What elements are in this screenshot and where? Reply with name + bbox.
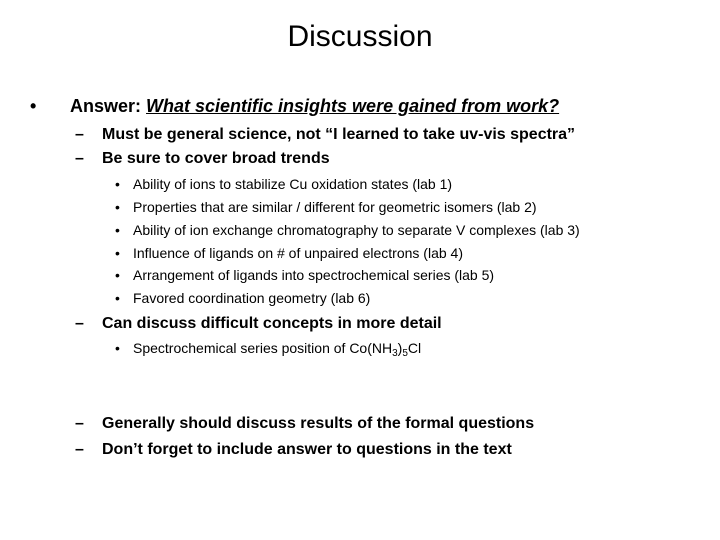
- sub-point-formal-questions: [75, 413, 534, 435]
- bullet-marker: •: [115, 176, 120, 192]
- trend-item: [115, 244, 463, 263]
- trend-item: [115, 266, 494, 285]
- concept-suffix: Cl: [407, 340, 422, 356]
- subscript-3: 3: [392, 348, 398, 359]
- sub-point-text: Don’t forget to include answer to questions in the text: [102, 441, 512, 458]
- bullet-marker: •: [30, 96, 37, 116]
- trend-text: Favored coordination geometry (lab 6): [133, 290, 371, 306]
- bullet-marker: •: [115, 267, 120, 283]
- concept-example: [115, 339, 421, 358]
- bullet-marker: •: [115, 245, 120, 261]
- main-bullet: [30, 94, 559, 118]
- trend-text: Arrangement of ligands into spectrochemical series (lab 5): [133, 267, 495, 283]
- sub-point-text: Must be general science, not “I learned to take uv-vis spectra”: [102, 126, 576, 143]
- subscript-5: 5: [402, 348, 408, 359]
- trend-item: [115, 198, 537, 217]
- trend-item: [115, 289, 370, 308]
- dash-marker: –: [75, 315, 84, 332]
- answer-lead: Answer:: [70, 96, 142, 116]
- trend-text: Ability of ion exchange chromatography to separate V complexes (lab 3): [133, 222, 580, 238]
- sub-point-text: Generally should discuss results of the formal questions: [102, 415, 535, 432]
- sub-point-text: Be sure to cover broad trends: [102, 150, 330, 167]
- sub-point-text: Can discuss difficult concepts in more detail: [102, 315, 442, 332]
- sub-point-general-science: [75, 124, 575, 146]
- trend-item: [115, 221, 580, 240]
- concept-prefix: Spectrochemical series position of Co(NH: [133, 340, 393, 356]
- dash-marker: –: [75, 150, 84, 167]
- dash-marker: –: [75, 441, 84, 458]
- bullet-marker: •: [115, 290, 120, 306]
- bullet-marker: •: [115, 199, 120, 215]
- sub-point-broad-trends: [75, 148, 330, 170]
- dash-marker: –: [75, 126, 84, 143]
- trend-text: Properties that are similar / different for geometric isomers (lab 2): [133, 199, 537, 215]
- trend-item: [115, 175, 452, 194]
- bullet-marker: •: [115, 222, 120, 238]
- sub-point-include-answers: [75, 439, 512, 461]
- trend-text: Influence of ligands on # of unpaired electrons (lab 4): [133, 245, 463, 261]
- sub-point-difficult-concepts: [75, 313, 442, 335]
- concept-mid: ): [397, 340, 403, 356]
- slide-title: Discussion: [287, 20, 433, 53]
- dash-marker: –: [75, 415, 84, 432]
- answer-question: What scientific insights were gained from work?: [146, 96, 560, 116]
- bullet-marker: •: [115, 340, 120, 356]
- trend-text: Ability of ions to stabilize Cu oxidation states (lab 1): [133, 176, 453, 192]
